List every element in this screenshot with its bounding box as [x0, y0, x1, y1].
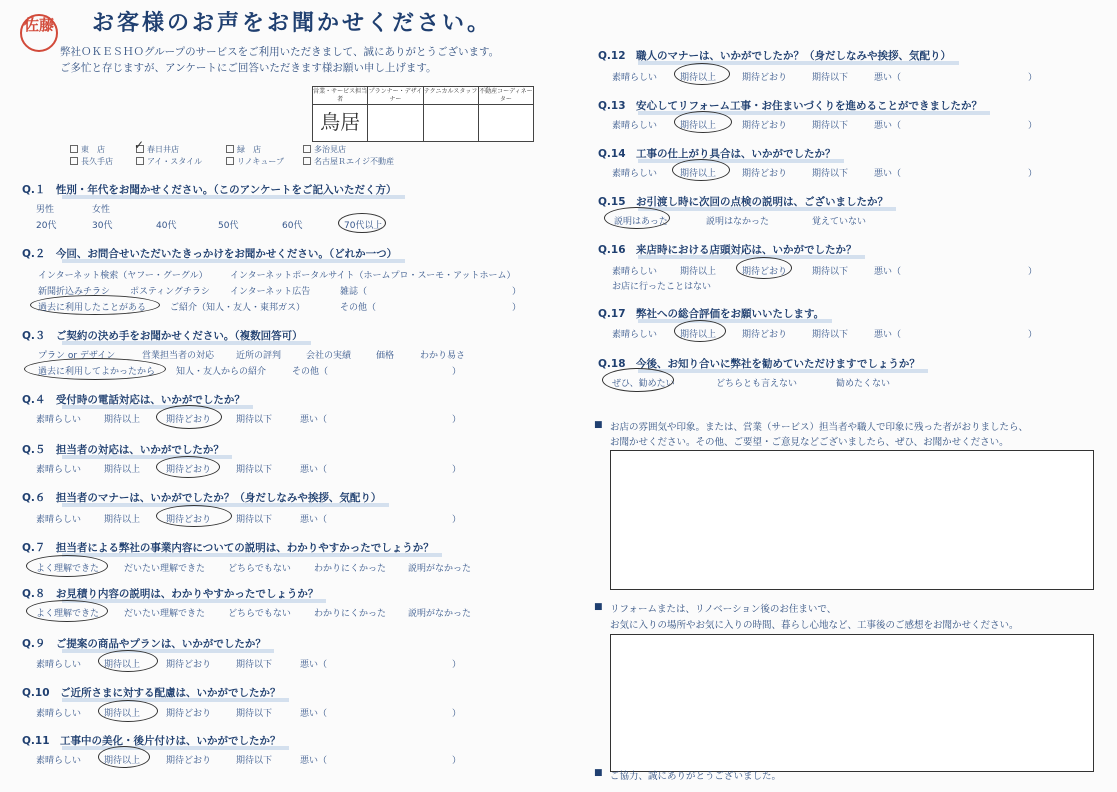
- rating-option[interactable]: 期待以下: [236, 465, 273, 475]
- rating-option[interactable]: 悪い（: [300, 515, 328, 525]
- rating-option[interactable]: 悪い（: [874, 330, 902, 340]
- rating-option[interactable]: 素晴らしい: [36, 465, 82, 475]
- q2-option[interactable]: インターネット検索（ヤフー・グーグル）: [38, 271, 208, 281]
- rating-option[interactable]: 素晴らしい: [612, 121, 658, 131]
- rating-option[interactable]: 期待以上: [680, 267, 717, 277]
- q2-option[interactable]: 新聞折込みチラシ: [38, 287, 111, 297]
- free-comment-box-1[interactable]: [610, 450, 1094, 590]
- rating-bracket: ）: [1028, 169, 1038, 179]
- q2-label: Q.２ 今回、お問合せいただいたきっかけをお聞かせください。（どれか一つ）: [22, 248, 398, 260]
- q13-label: Q.13 安心してリフォーム工事・お住まいづくりを進めることができましたか？: [598, 100, 983, 112]
- understand-option[interactable]: 説明がなかった: [408, 609, 472, 619]
- rating-option[interactable]: 期待以下: [812, 73, 849, 83]
- rating-bracket: ）: [452, 660, 462, 670]
- q3-option[interactable]: その他（: [292, 367, 329, 377]
- answer-circle: [674, 111, 732, 133]
- answer-circle: [30, 295, 160, 315]
- free-comment-prompt-1: お店の雰囲気や印象。または、営業（サービス）担当者や職人で印象に残った者がおりましたら、: [610, 422, 1029, 433]
- q18-option[interactable]: どちらとも言えない: [716, 379, 798, 389]
- rating-option[interactable]: 悪い（: [300, 660, 328, 670]
- intro-line-2: ご多忙と存じますが、アンケートにご回答いただきます様お願い申し上げます。: [60, 62, 437, 74]
- staff-name[interactable]: 鳥居: [320, 110, 361, 134]
- rating-option-selected[interactable]: 期待以上: [680, 169, 717, 179]
- rating-option[interactable]: 期待以下: [812, 267, 849, 277]
- rating-option-selected[interactable]: 期待以上: [104, 709, 141, 719]
- store-option[interactable]: 緑 店: [226, 144, 261, 155]
- rating-option[interactable]: 悪い（: [874, 121, 902, 131]
- thanks-text: ご協力、誠にありがとうございました。: [610, 771, 782, 782]
- rating-bracket: ）: [1028, 267, 1038, 277]
- understand-option[interactable]: だいたい理解できた: [124, 564, 206, 574]
- rating-option[interactable]: 素晴らしい: [612, 73, 658, 83]
- understand-option-selected[interactable]: よく理解できた: [36, 609, 100, 619]
- square-bullet-icon: ■: [594, 602, 603, 612]
- q14-label: Q.14 工事の仕上がり具合は、いかがでしたか？: [598, 148, 836, 160]
- answer-circle: [338, 213, 386, 233]
- rating-option[interactable]: 素晴らしい: [36, 756, 82, 766]
- q3-bracket: ）: [452, 367, 462, 377]
- rating-bracket: ）: [452, 465, 462, 475]
- check-mark-icon: ✓: [134, 138, 145, 152]
- rating-option[interactable]: 期待以下: [236, 660, 273, 670]
- store-option[interactable]: アイ・スタイル: [136, 156, 202, 167]
- q10-label: Q.10 ご近所さまに対する配慮は、いかがでしたか？: [22, 687, 281, 699]
- answer-circle: [736, 257, 792, 279]
- q16-extra-option[interactable]: お店に行ったことはない: [612, 282, 712, 292]
- q1-age-option[interactable]: 50代: [218, 221, 239, 231]
- answer-circle: [26, 600, 108, 622]
- q16-label: Q.16 来店時における店頭対応は、いかがでしたか？: [598, 244, 857, 256]
- rating-option[interactable]: 期待以下: [812, 169, 849, 179]
- rating-option[interactable]: 期待以下: [236, 415, 273, 425]
- free-comment-box-2[interactable]: [610, 634, 1094, 772]
- rating-option[interactable]: 悪い（: [874, 267, 902, 277]
- rating-option[interactable]: 期待どおり: [742, 121, 788, 131]
- rating-option[interactable]: 期待以上: [104, 515, 141, 525]
- store-option[interactable]: 名古屋Ｒエイジ不動産: [303, 156, 394, 167]
- rating-option[interactable]: 悪い（: [300, 465, 328, 475]
- q15-option[interactable]: 説明はなかった: [706, 217, 770, 227]
- q17-label: Q.17 弊社への総合評価をお願いいたします。: [598, 308, 825, 320]
- rating-bracket: ）: [1028, 73, 1038, 83]
- q18-option[interactable]: 勧めたくない: [836, 379, 891, 389]
- store-option[interactable]: 多治見店: [303, 144, 346, 155]
- staff-header-sales: 営業・サービス担当者: [313, 88, 368, 103]
- understand-option[interactable]: どちらでもない: [228, 564, 291, 574]
- q3-option[interactable]: 知人・友人からの紹介: [176, 367, 267, 377]
- answer-circle: [672, 159, 730, 181]
- rating-option-selected[interactable]: 期待どおり: [742, 267, 788, 277]
- rating-option-selected[interactable]: 期待以上: [104, 756, 141, 766]
- q15-label: Q.15 お引渡し時に次回の点検の説明は、ございましたか？: [598, 196, 889, 208]
- q2-option-selected[interactable]: 過去に利用したことがある: [38, 303, 147, 313]
- store-option[interactable]: 長久手店: [70, 156, 113, 167]
- q4-label: Q.４ 受付時の電話対応は、いかがでしたか？: [22, 394, 245, 406]
- rating-bracket: ）: [1028, 121, 1038, 131]
- staff-header-technical: テクニカルスタッフ: [424, 87, 478, 105]
- store-option[interactable]: 東 店: [70, 144, 105, 155]
- rating-option[interactable]: 期待どおり: [742, 169, 788, 179]
- q3-option[interactable]: 営業担当者の対応: [142, 351, 215, 361]
- q18-option-selected[interactable]: ぜひ、勧めたい: [612, 379, 675, 389]
- square-bullet-icon: ■: [594, 420, 603, 430]
- answer-circle: [26, 555, 108, 577]
- understand-option[interactable]: わかりにくかった: [314, 564, 387, 574]
- q1-age-option[interactable]: 30代: [92, 221, 113, 231]
- rating-option-selected[interactable]: 期待以上: [104, 660, 141, 670]
- answer-circle: [674, 320, 726, 342]
- rating-bracket: ）: [452, 756, 462, 766]
- rating-option[interactable]: 期待以下: [236, 709, 273, 719]
- free-comment-prompt-3: リフォームまたは、リノベーション後のお住まいで、: [610, 604, 837, 615]
- rating-option[interactable]: 期待以下: [812, 330, 849, 340]
- rating-option[interactable]: 期待以上: [104, 465, 141, 475]
- rating-option[interactable]: 期待以下: [236, 515, 273, 525]
- q2-bracket: ）: [512, 287, 522, 297]
- rating-option-selected[interactable]: 期待どおり: [166, 515, 212, 525]
- q2-option[interactable]: 雑誌（: [340, 287, 368, 297]
- q15-option[interactable]: 覚えていない: [812, 217, 867, 227]
- rating-bracket: ）: [1028, 330, 1038, 340]
- store-option[interactable]: リノキューブ: [226, 156, 284, 167]
- answer-circle: [156, 456, 220, 478]
- rating-option[interactable]: 悪い（: [874, 73, 902, 83]
- seal-stamp: 佐藤: [20, 14, 58, 52]
- q2-option[interactable]: インターネット広告: [230, 287, 311, 297]
- rating-option[interactable]: 素晴らしい: [612, 267, 658, 277]
- rating-option[interactable]: 期待以下: [236, 756, 273, 766]
- q1-age-option[interactable]: 60代: [282, 221, 303, 231]
- answer-circle: [98, 700, 158, 722]
- q15-option-selected[interactable]: 説明はあった: [614, 217, 668, 227]
- q1-age-option-selected[interactable]: 70代以上: [344, 221, 383, 231]
- rating-option[interactable]: 素晴らしい: [36, 415, 82, 425]
- rating-option[interactable]: 素晴らしい: [36, 709, 82, 719]
- q18-label: Q.18 今後、お知り合いに弊社を勧めていただけますでしょうか？: [598, 358, 920, 370]
- q12-label: Q.12 職人のマナーは、いかがでしたか？（身だしなみや挨拶、気配り）: [598, 50, 952, 62]
- answer-circle: [156, 405, 222, 429]
- rating-option[interactable]: 悪い（: [874, 169, 902, 179]
- q11-label: Q.11 工事中の美化・後片付けは、いかがでしたか？: [22, 735, 281, 747]
- rating-option[interactable]: 期待以上: [104, 415, 141, 425]
- q1-age-option[interactable]: 20代: [36, 221, 57, 231]
- answer-circle: [98, 650, 158, 672]
- q1-age-option[interactable]: 40代: [156, 221, 177, 231]
- rating-bracket: ）: [452, 515, 462, 525]
- q5-label: Q.５ 担当者の対応は、いかがでしたか？: [22, 444, 224, 456]
- q2-option[interactable]: ご紹介（知人・友人・東邦ガス）: [170, 303, 306, 313]
- understand-option[interactable]: だいたい理解できた: [124, 609, 206, 619]
- answer-circle: [98, 746, 150, 768]
- square-bullet-icon: ■: [594, 768, 603, 778]
- understand-option-selected[interactable]: よく理解できた: [36, 564, 100, 574]
- rating-option[interactable]: 期待どおり: [166, 709, 212, 719]
- rating-bracket: ）: [452, 415, 462, 425]
- rating-option[interactable]: 期待どおり: [166, 756, 212, 766]
- q2-option[interactable]: インターネットポータルサイト（ホームプロ・スーモ・アットホーム）: [230, 271, 516, 281]
- q1-gender-option[interactable]: 男性: [36, 205, 55, 215]
- rating-option[interactable]: 悪い（: [300, 415, 328, 425]
- answer-circle: [24, 358, 166, 380]
- rating-option[interactable]: 期待以下: [812, 121, 849, 131]
- rating-option[interactable]: 素晴らしい: [36, 515, 82, 525]
- rating-option-selected[interactable]: 期待以上: [680, 121, 717, 131]
- intro-line-1: 弊社ＯＫＥＳＨＯグループのサービスをご利用いただきまして、誠にありがとうございます。: [60, 46, 500, 58]
- q3-label: Q.３ ご契約の決め手をお聞かせください。（複数回答可）: [22, 330, 303, 342]
- q9-label: Q.９ ご提案の商品やプランは、いかがでしたか？: [22, 638, 266, 650]
- rating-option[interactable]: 期待どおり: [742, 330, 788, 340]
- q3-option-selected[interactable]: 過去に利用してよかったから: [38, 367, 156, 377]
- rating-option[interactable]: 素晴らしい: [612, 169, 658, 179]
- q7-label: Q.７ 担当者による弊社の事業内容についての説明は、わかりやすかったでしょうか？: [22, 542, 434, 554]
- page-title: お客様のお声をお聞かせください。: [92, 11, 493, 36]
- free-comment-prompt-4: お気に入りの場所やお気に入りの時間、暮らし心地など、工事後のご感想をお聞かせください。: [610, 620, 1019, 631]
- q2-option[interactable]: その他（: [340, 303, 377, 313]
- understand-option[interactable]: わかりにくかった: [314, 609, 387, 619]
- q2-option[interactable]: ポスティングチラシ: [130, 287, 210, 297]
- rating-option[interactable]: 素晴らしい: [36, 660, 82, 670]
- rating-option[interactable]: 期待どおり: [166, 660, 212, 670]
- rating-option-selected[interactable]: 期待どおり: [166, 465, 212, 475]
- rating-option[interactable]: 素晴らしい: [612, 330, 658, 340]
- understand-option[interactable]: 説明がなかった: [408, 564, 472, 574]
- answer-circle: [156, 505, 232, 527]
- rating-option[interactable]: 悪い（: [300, 756, 328, 766]
- answer-circle: [674, 63, 730, 85]
- rating-option-selected[interactable]: 期待以上: [680, 330, 717, 340]
- understand-option[interactable]: どちらでもない: [228, 609, 291, 619]
- rating-option[interactable]: 期待どおり: [742, 73, 788, 83]
- rating-option-selected[interactable]: 期待以上: [680, 73, 717, 83]
- q2-bracket: ）: [512, 303, 522, 313]
- q3-option[interactable]: 会社の実績: [306, 351, 352, 361]
- q8-label: Q.８ お見積り内容の説明は、わかりやすかったでしょうか？: [22, 588, 319, 600]
- answer-circle: [604, 207, 670, 229]
- staff-header-realestate: 不動産コーディネーター: [479, 88, 533, 103]
- staff-header-planner: プランナー・デザイナー: [368, 88, 423, 103]
- staff-table: [312, 86, 534, 142]
- free-comment-prompt-2: お聞かせください。その他、ご要望・ご意見などございましたら、ぜひ、お聞かせください。: [610, 437, 1009, 448]
- q6-label: Q.６ 担当者のマナーは、いかがでしたか？（身だしなみや挨拶、気配り）: [22, 492, 382, 504]
- q3-option[interactable]: 価格: [376, 351, 395, 361]
- rating-bracket: ）: [452, 709, 462, 719]
- answer-circle: [602, 368, 674, 392]
- rating-option[interactable]: 悪い（: [300, 709, 328, 719]
- q3-option[interactable]: わかり易さ: [420, 351, 466, 361]
- q3-option[interactable]: プラン or デザイン: [38, 351, 116, 361]
- store-option-checked[interactable]: 春日井店: [136, 144, 179, 155]
- q1-gender-option[interactable]: 女性: [92, 205, 111, 215]
- rating-option-selected[interactable]: 期待どおり: [166, 415, 212, 425]
- q1-label: Q.１ 性別・年代をお聞かせください。（このアンケートをご記入いただく方）: [22, 184, 397, 196]
- q3-option[interactable]: 近所の評判: [236, 351, 282, 361]
